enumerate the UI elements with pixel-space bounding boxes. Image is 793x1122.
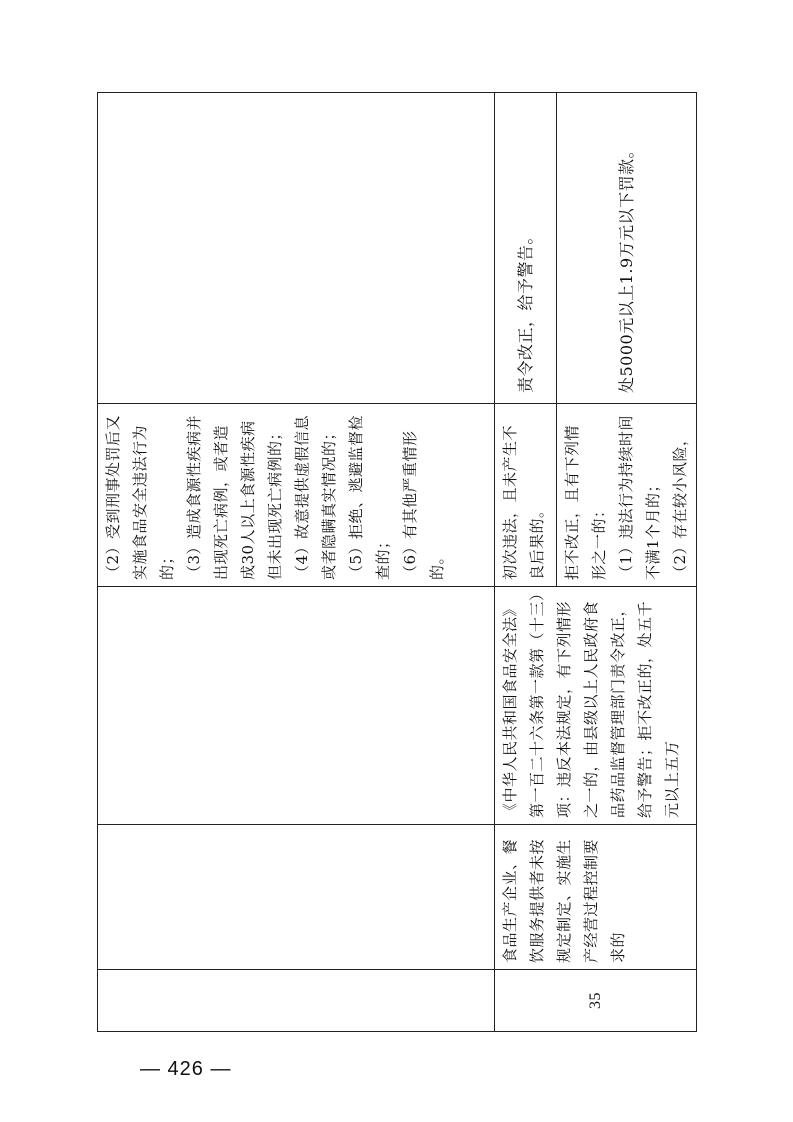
- condition-item-4: （4）故意提供虚假信息或者隐瞒真实情况的；: [293, 414, 338, 580]
- row-number: 35: [495, 970, 697, 1032]
- cell-number-empty: [98, 970, 495, 1032]
- condition-refuse-item-1: （1）违法行为持续时间不满1个月的；: [617, 414, 662, 580]
- cell-subject-empty: [98, 825, 495, 970]
- page-number: — 426 —: [140, 1058, 232, 1080]
- cell-basis-empty: [98, 587, 495, 825]
- penalty-warning: 责令改正，给予警告。: [495, 93, 557, 404]
- condition-refuse-item-2: （2）存在较小风险，: [671, 430, 689, 580]
- rotated-table-container: [97, 93, 689, 1032]
- condition-item-2: （2）受到刑事处罚后又实施食品安全违法行为的；: [104, 414, 176, 580]
- violation-subject: 食品生产企业、餐饮服务提供者未按规定制定、实施生产经营过程控制要求的: [495, 825, 697, 970]
- table-row-35a: [495, 93, 557, 1032]
- penalty-standard-table: [97, 92, 697, 1032]
- table-row-continuation: [98, 93, 495, 1032]
- legal-basis: 《中华人民共和国食品安全法》第一百二十六条第一款第（十三）项：违反本法规定，有下列情形之一的，由县级以上人民政府食品药品监督管理部门责令改正，给予警告；拒不改正的，处五千元以上五万: [495, 587, 697, 825]
- penalty-fine: 处5000元以上1.9万元以下罚款。: [557, 93, 697, 404]
- condition-refuse: 拒不改正，且有下列情形之一的：: [563, 424, 608, 580]
- condition-item-6: （6）有其他严重情形的。: [401, 430, 446, 580]
- condition-item-5: （5）拒绝、逃避监督检查的；: [347, 414, 392, 580]
- cell-conditions-refuse: [557, 404, 697, 587]
- condition-item-3: （3）造成食源性疾病并出现死亡病例，或者造成30人以上食源性疾病但未出现死亡病例的；: [185, 414, 284, 580]
- condition-first-offense: 初次违法，且未产生不良后果的。: [495, 404, 557, 587]
- cell-penalty-empty: [98, 93, 495, 404]
- cell-conditions-continuation: [98, 404, 495, 587]
